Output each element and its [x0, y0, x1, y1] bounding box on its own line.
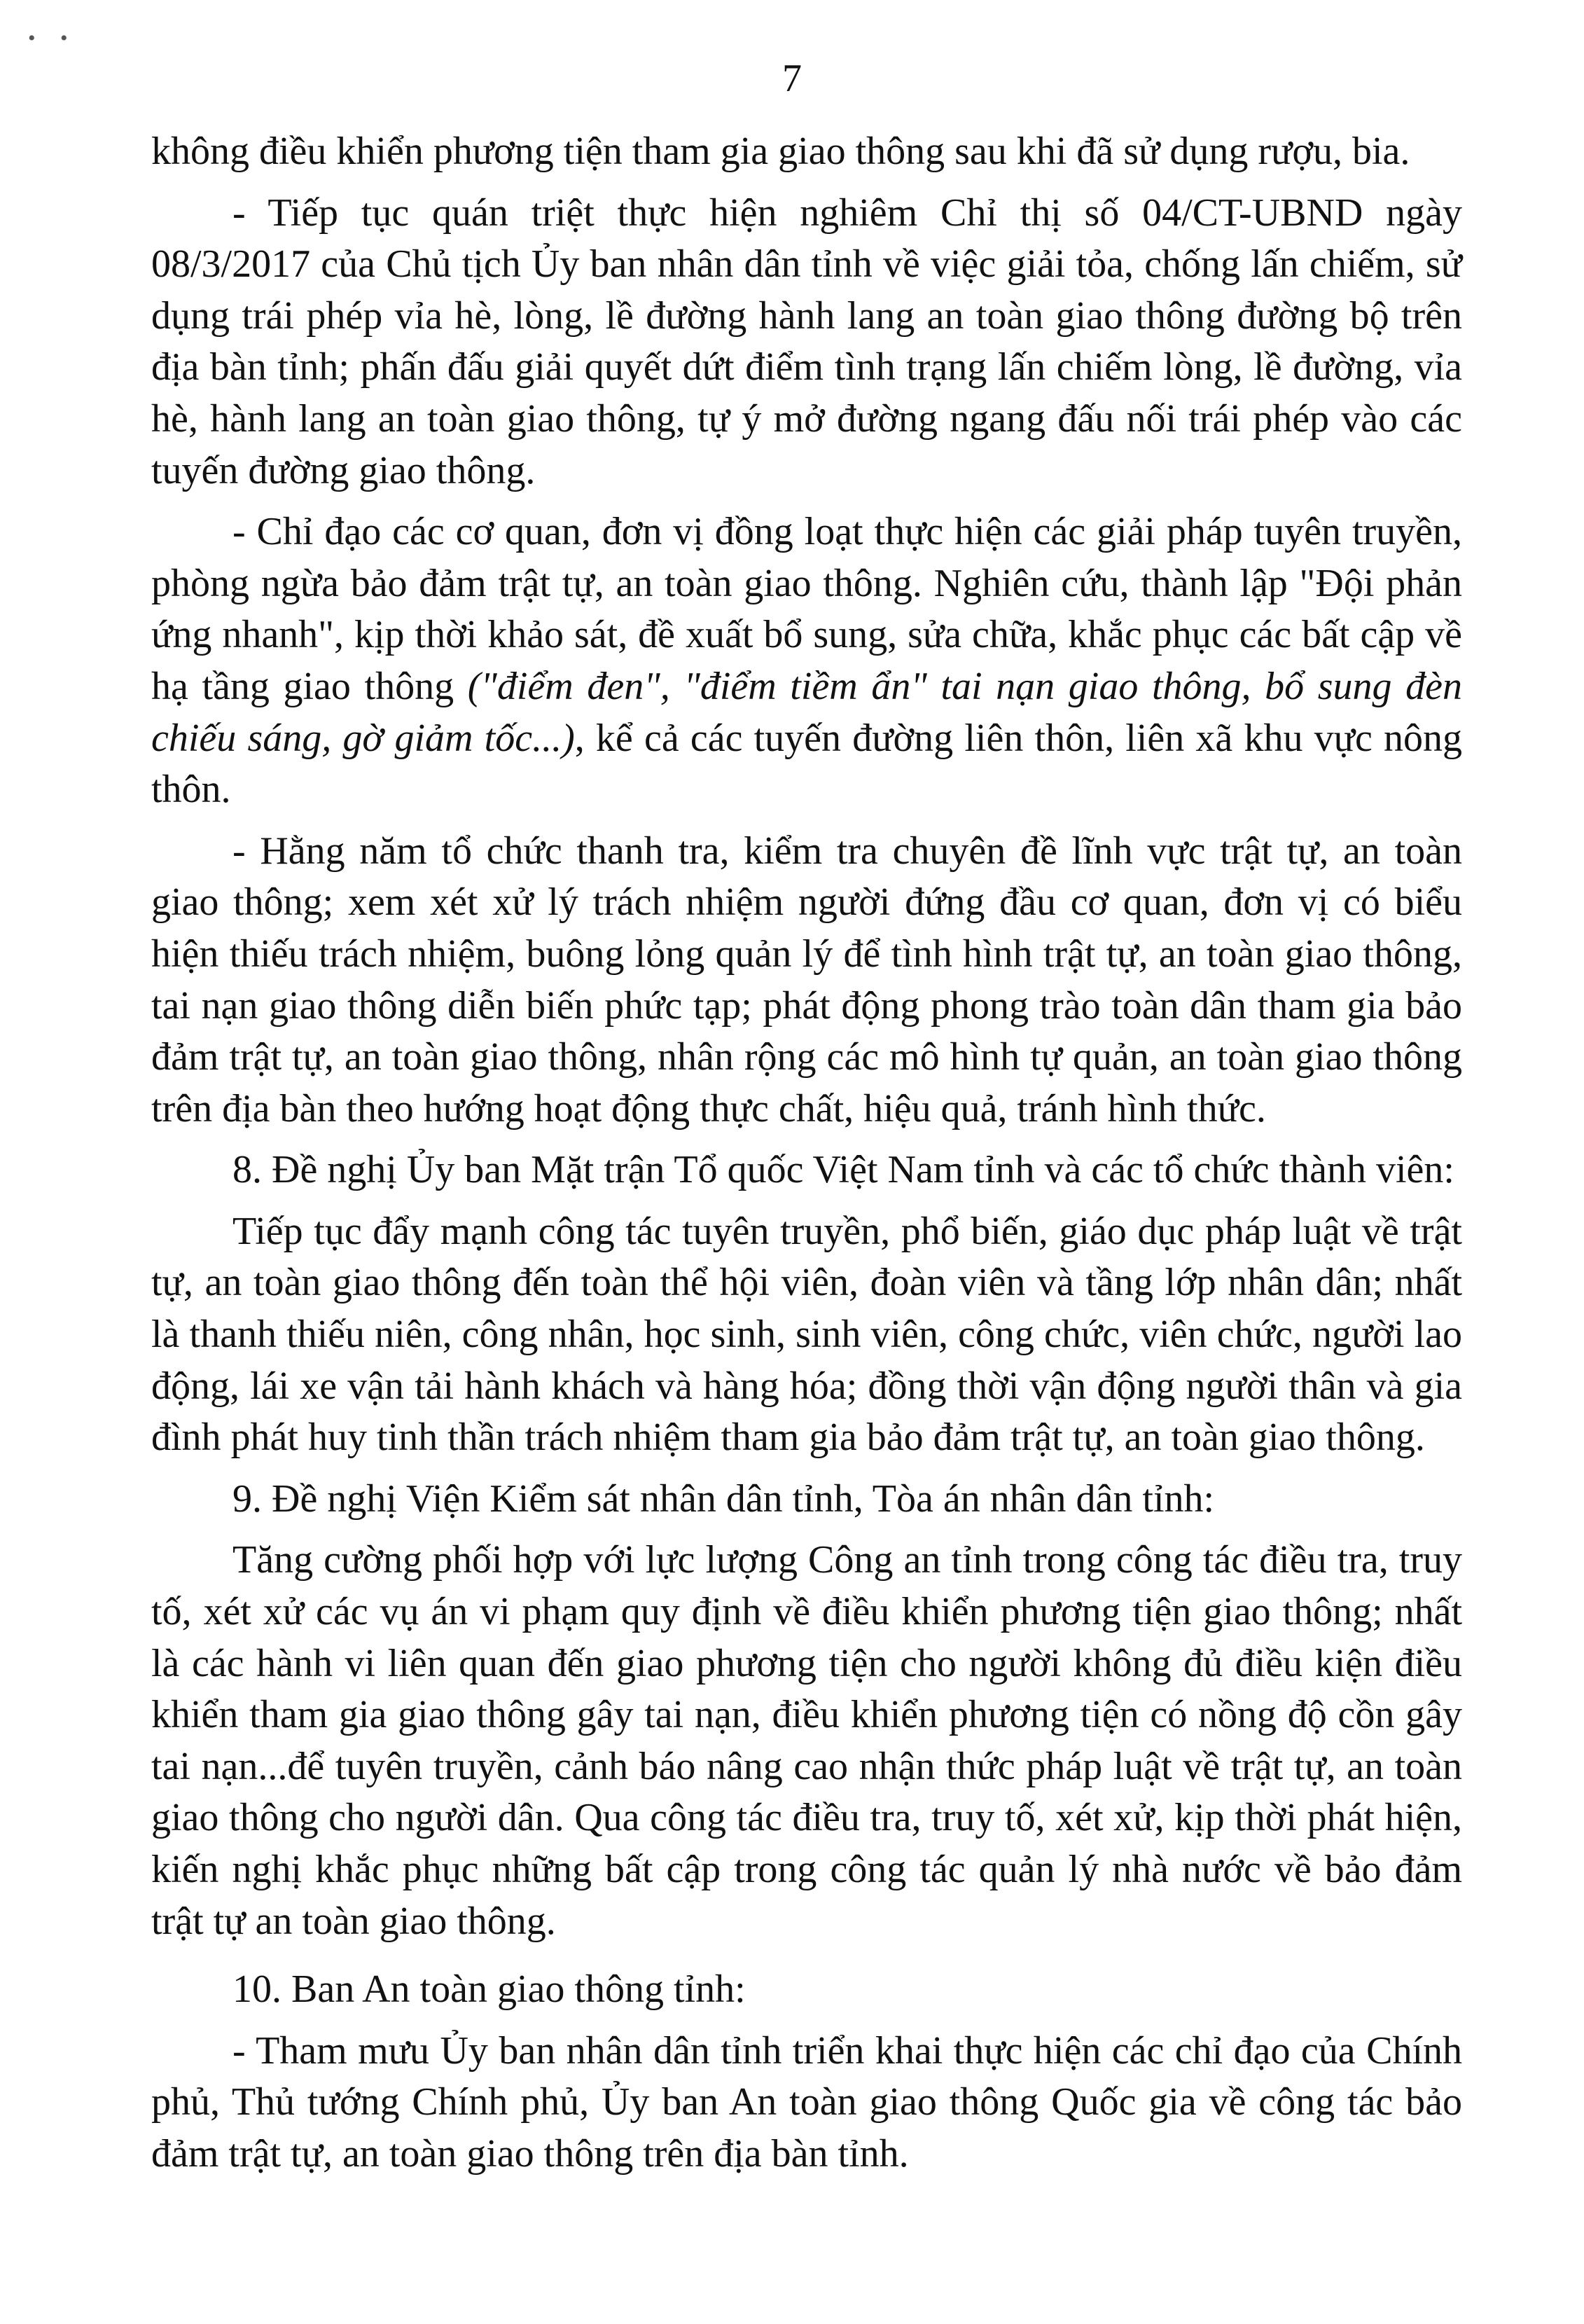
paragraph-inspection: - Hằng năm tổ chức thanh tra, kiểm tra chuyên đề lĩnh vực trật tự, an toàn giao thông; xem xét xử lý trách nhiệm người đứng đầu cơ quan, đơn vị có biểu hiện thiếu trách nhiệm, buông lỏng quản lý để tình hình trật tự, an toàn giao thông, tai nạn giao thông diễn biến phức tạp; phát động phong trào toàn dân tham gia bảo đảm trật tự, an toàn giao thông, nhân rộng các mô hình tự quản, an toàn giao thông trên địa bàn theo hướng hoạt động thực chất, hiệu quả, tránh hình thức.: [151, 829, 1462, 1130]
document-body: [151, 126, 1462, 2190]
paragraph-rapid-response-end: , kể cả các tuyến đường liên thôn, liên xã khu vực nông thôn.: [151, 716, 1463, 812]
paragraph-directive-04: - Tiếp tục quán triệt thực hiện nghiêm Chỉ thị số 04/CT-UBND ngày 08/3/2017 của Chủ tịch Ủy ban nhân dân tỉnh về việc giải tỏa, chống lấn chiếm, sử dụng trái phép vỉa hè, lòng, lề đường hành lang an toàn giao thông đường bộ trên địa bàn tỉnh; phấn đấu giải quyết dứt điểm tình trạng lấn chiếm lòng, lề đường, vỉa hè, hành lang an toàn giao thông, tự ý mở đường ngang đấu nối trái phép vào các tuyến đường giao thông.: [151, 191, 1462, 492]
section-heading-10: 10. Ban An toàn giao thông tỉnh:: [232, 1967, 746, 2012]
section-heading-9: 9. Đề nghị Viện Kiểm sát nhân dân tỉnh, Tòa án nhân dân tỉnh:: [232, 1476, 1215, 1521]
scan-specks: • •: [28, 27, 78, 50]
paragraph-section-10: - Tham mưu Ủy ban nhân dân tỉnh triển khai thực hiện các chỉ đạo của Chính phủ, Thủ tướng Chính phủ, Ủy ban An toàn giao thông Quốc gia về công tác bảo đảm trật tự, an toàn giao thông trên địa bàn tỉnh.: [151, 2028, 1462, 2176]
paragraph-rapid-response-italic: ("điểm đen", "điểm tiềm ẩn" tai nạn giao thông, bổ sung đèn chiếu sáng, gờ giảm tốc...): [151, 664, 1463, 760]
paragraph-continuation: không điều khiển phương tiện tham gia giao thông sau khi đã sử dụng rượu, bia.: [151, 130, 1410, 173]
page-number: 7: [782, 57, 802, 100]
paragraph-section-8: Tiếp tục đẩy mạnh công tác tuyên truyền, phổ biến, giáo dục pháp luật về trật tự, an toàn giao thông đến toàn thể hội viên, đoàn viên và tầng lớp nhân dân; nhất là thanh thiếu niên, công nhân, học sinh, sinh viên, công chức, viên chức, người lao động, lái xe vận tải hành khách và hàng hóa; đồng thời vận động người thân và gia đình phát huy tinh thần trách nhiệm tham gia bảo đảm trật tự, an toàn giao thông.: [151, 1209, 1462, 1460]
paragraph-rapid-response-start: - Chỉ đạo các cơ quan, đơn vị đồng loạt thực hiện các giải pháp tuyên truyền, phòng ngừa bảo đảm trật tự, an toàn giao thông. Nghiên cứu, thành lập "Đội phản ứng nhanh", kịp thời khảo sát, đề xuất bổ sung, sửa chữa, khắc phục các bất cập về hạ tầng giao thông: [151, 510, 1462, 708]
paragraph-section-9: Tăng cường phối hợp với lực lượng Công an tỉnh trong công tác điều tra, truy tố, xét xử các vụ án vi phạm quy định về điều khiển phương tiện giao thông; nhất là các hành vi liên quan đến giao phương tiện cho người không đủ điều kiện điều khiển tham gia giao thông gây tai nạn, điều khiển phương tiện có nồng độ cồn gây tai nạn...để tuyên truyền, cảnh báo nâng cao nhận thức pháp luật về trật tự, an toàn giao thông cho người dân. Qua công tác điều tra, truy tố, xét xử, kịp thời phát hiện, kiến nghị khắc phục những bất cập trong công tác quản lý nhà nước về bảo đảm trật tự an toàn giao thông.: [151, 1538, 1462, 1943]
paragraph-rapid-response: [151, 506, 1462, 816]
section-heading-8: 8. Đề nghị Ủy ban Mặt trận Tổ quốc Việt Nam tỉnh và các tổ chức thành viên:: [232, 1148, 1454, 1192]
